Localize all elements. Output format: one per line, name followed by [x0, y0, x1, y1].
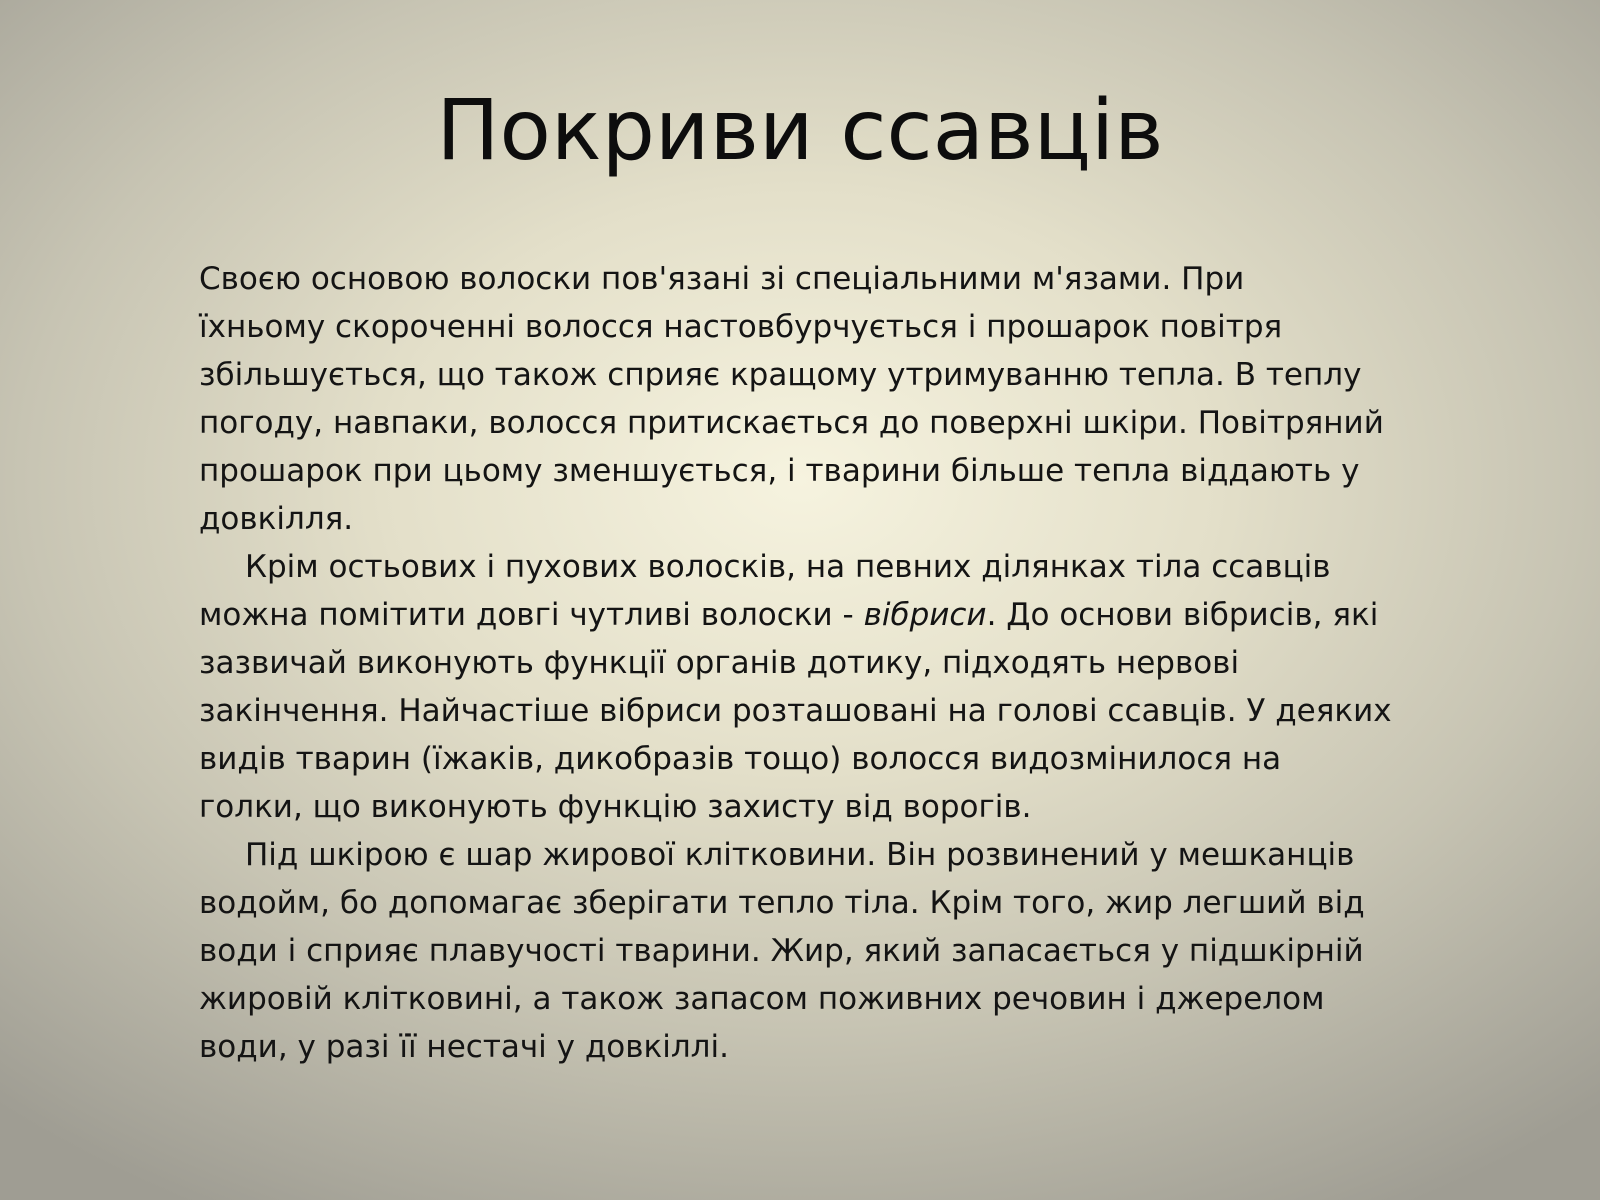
italic-term-vibrissae: вібриси [863, 597, 987, 633]
text-line [199, 591, 1439, 639]
text-line: закінчення. Найчастіше вібриси розташовані на голові ссавців. У деяких [199, 693, 1392, 729]
text-line: води, у разі її нестачі у довкіллі. [199, 1029, 729, 1065]
text-line: видів тварин (їжаків, дикобразів тощо) волосся видозмінилося на [199, 741, 1282, 777]
text-line: водойм, бо допомагає зберігати тепло тіла. Крім того, жир легший від [199, 885, 1365, 921]
text-line: води і сприяє плавучості тварини. Жир, який запасається у підшкірній [199, 933, 1364, 969]
text-segment: можна помітити довгі чутливі волоски - [199, 597, 864, 633]
text-line: Під шкірою є шар жирової клітковини. Він розвинений у мешканців [245, 837, 1355, 873]
text-segment: . До основи вібрисів, які [986, 597, 1379, 633]
slide-title: Покриви ссавців [436, 81, 1164, 179]
text-line: довкілля. [199, 501, 354, 537]
text-line: прошарок при цьому зменшується, і тварини більше тепла віддають у [199, 453, 1360, 489]
paragraph-fat-layer [199, 831, 1439, 1071]
text-line: жировій клітковині, а також запасом поживних речовин і джерелом [199, 981, 1325, 1017]
text-line: Своєю основою волоски пов'язані зі спеціальними м'язами. При [199, 261, 1245, 297]
paragraph-vibrissae [199, 543, 1439, 831]
text-line: їхньому скороченні волосся настовбурчується і прошарок повітря [199, 309, 1283, 345]
text-line: зазвичай виконують функції органів дотику, підходять нервові [199, 645, 1240, 681]
text-line: збільшується, що також сприяє кращому утримуванню тепла. В теплу [199, 357, 1362, 393]
text-line: Крім остьових і пухових волосків, на певних ділянках тіла ссавців [245, 549, 1331, 585]
slide-body [199, 255, 1439, 1071]
text-line: погоду, навпаки, волосся притискається до поверхні шкіри. Повітряний [199, 405, 1384, 441]
paragraph-hair-muscles [199, 255, 1439, 543]
text-line: голки, що виконують функцію захисту від ворогів. [199, 789, 1032, 825]
